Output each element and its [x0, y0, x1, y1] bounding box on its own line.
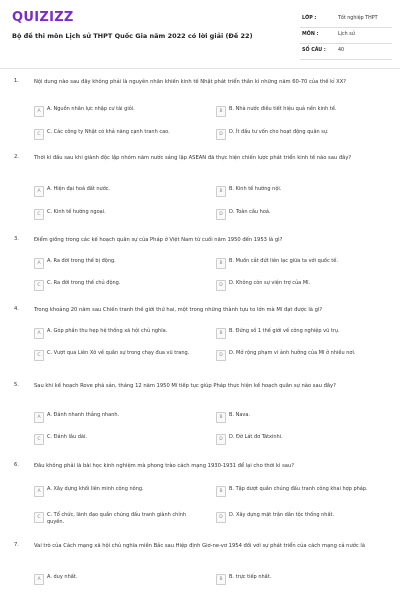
question-text: Vai trò của Cách mạng xã hội chủ nghĩa miền Bắc sau Hiệp định Giơ-ne-vơ 1954 đối với sự phát triển của cách mạng cả nước là [34, 543, 366, 549]
option-text: C. Tổ chức, lãnh đạo quần chúng đấu tranh giành chính quyền. [47, 512, 187, 525]
question-text: Sau khi kế hoạch Rove phá sản, tháng 12 năm 1950 Mĩ tiếp tục giúp Pháp thực hiện kế hoạch quân sự nào sau đây? [34, 383, 336, 389]
quizizz-logo: QUIZIZZ [12, 10, 74, 25]
question-number: 5. [14, 382, 19, 388]
meta-value: Lịch sử [338, 32, 355, 37]
option-text: B. Tập dượt quần chúng đấu tranh công khai hợp pháp. [229, 486, 368, 492]
option-d[interactable] [216, 348, 386, 364]
meta-key: SỐ CÂU : [302, 48, 326, 53]
option-text: C. Vượt qua Liên Xô về quân sự trong chạy đua vũ trang. [47, 350, 190, 356]
option-letter: A [34, 412, 44, 423]
option-b[interactable] [216, 572, 386, 588]
option-letter: C [34, 350, 44, 361]
option-letter: A [34, 186, 44, 197]
worksheet-header [0, 0, 400, 62]
option-letter: D [216, 209, 226, 220]
option-d[interactable] [216, 278, 386, 294]
option-text: B. Đứng số 1 thế giới về công nghiệp vũ trụ. [229, 328, 340, 334]
option-text: D. Mở rộng phạm vi ảnh hưởng của Mĩ ở nhiều nơi. [229, 350, 356, 356]
option-a[interactable] [34, 572, 204, 588]
option-d[interactable] [216, 127, 386, 143]
option-b[interactable] [216, 410, 386, 426]
option-letter: C [34, 434, 44, 445]
question-number: 7. [14, 542, 19, 548]
option-letter: B [216, 258, 226, 269]
question-number: 3. [14, 236, 19, 242]
question-number: 6. [14, 462, 19, 468]
question-text: Nội dung nào sau đây không phải là nguyên nhân khiến kinh tế Nhật phát triển thần kì những năm 60-70 của thế kỉ XX? [34, 79, 347, 85]
question-text: Điểm giống trong các kế hoạch quân sự của Pháp ở Việt Nam từ cuối năm 1950 đến 1953 là gì? [34, 237, 283, 243]
option-c[interactable] [34, 278, 204, 294]
question-text: Trong khoảng 20 năm sau Chiến tranh thế giới thứ hai, một trong những thành tựu to lớn mà Mĩ đạt được là gì? [34, 307, 323, 313]
question-number: 1. [14, 78, 19, 84]
option-b[interactable] [216, 184, 386, 200]
meta-row-class [300, 12, 392, 28]
option-text: D. Xây dựng mặt trận dân tộc thống nhất. [229, 512, 335, 518]
option-text: D. Toàn cầu hoá. [229, 209, 271, 215]
option-text: C. Đánh lâu dài. [47, 434, 87, 440]
option-c[interactable] [34, 432, 204, 448]
option-letter: C [34, 512, 44, 523]
option-b[interactable] [216, 326, 386, 342]
option-text: B. Nava. [229, 412, 251, 418]
option-letter: B [216, 486, 226, 497]
option-b[interactable] [216, 484, 386, 500]
option-text: A. Xây dựng khối liên minh công nông. [47, 486, 144, 492]
page-title: Bộ đề thi môn Lịch sử THPT Quốc Gia năm 2022 có lời giải (Đề 22) [12, 32, 253, 40]
header-divider [0, 68, 400, 69]
option-letter: A [34, 258, 44, 269]
option-letter: B [216, 574, 226, 585]
option-text: D. Ít đầu tư vốn cho hoạt động quân sự. [229, 129, 329, 135]
option-letter: B [216, 186, 226, 197]
question-number: 2. [14, 154, 19, 160]
option-text: A. Nguồn nhân lực nhập cư tài giỏi. [47, 106, 135, 112]
meta-key: LỚP : [302, 16, 317, 21]
meta-row-count [300, 44, 392, 60]
option-c[interactable] [34, 207, 204, 223]
option-letter: D [216, 512, 226, 523]
option-letter: A [34, 106, 44, 117]
option-c[interactable] [34, 127, 204, 143]
option-text: B. trực tiếp nhất. [229, 574, 272, 580]
option-text: C. Các công ty Nhật có khả năng cạnh tranh cao. [47, 129, 170, 135]
option-text: D. Đờ Lát đơ Tátxinhi. [229, 434, 283, 440]
option-a[interactable] [34, 326, 204, 342]
meta-value: Tốt nghiệp THPT [338, 16, 378, 21]
option-text: B. Kinh tế hướng nội. [229, 186, 282, 192]
option-text: D. Không còn sự viện trợ của Mĩ. [229, 280, 311, 286]
option-letter: C [34, 280, 44, 291]
option-text: A. Góp phần thu hẹp hệ thống xã hội chủ nghĩa. [47, 328, 168, 334]
option-text: A. Đánh nhanh thắng nhanh. [47, 412, 120, 418]
option-letter: A [34, 328, 44, 339]
question-text: Đâu không phải là bài học kinh nghiệm mà phong trào cách mạng 1930-1931 để lại cho thời kì sau? [34, 463, 294, 469]
option-letter: B [216, 328, 226, 339]
meta-table [300, 12, 392, 60]
option-b[interactable] [216, 104, 386, 120]
option-letter: B [216, 106, 226, 117]
option-b[interactable] [216, 256, 386, 272]
option-text: C. Ra đời trong thế chủ động. [47, 280, 121, 286]
meta-value: 40 [338, 48, 345, 53]
option-text: B. Nhà nước điều tiết hiệu quả nền kinh tế. [229, 106, 337, 112]
option-a[interactable] [34, 410, 204, 426]
option-letter: D [216, 129, 226, 140]
option-text: A. Hiện đại hoá đất nước. [47, 186, 111, 192]
option-d[interactable] [216, 207, 386, 223]
option-text: A. duy nhất. [47, 574, 78, 580]
option-letter: A [34, 574, 44, 585]
option-a[interactable] [34, 256, 204, 272]
option-letter: D [216, 350, 226, 361]
option-a[interactable] [34, 104, 204, 120]
option-letter: A [34, 486, 44, 497]
option-a[interactable] [34, 184, 204, 200]
option-d[interactable] [216, 510, 386, 526]
option-letter: D [216, 434, 226, 445]
meta-row-subject [300, 28, 392, 44]
option-a[interactable] [34, 484, 204, 500]
option-d[interactable] [216, 432, 386, 448]
option-text: C. Kinh tế hướng ngoại. [47, 209, 106, 215]
option-letter: B [216, 412, 226, 423]
option-text: A. Ra đời trong thế bị động. [47, 258, 116, 264]
option-text: B. Muốn cắt đứt liên lạc giữa ta với quốc tế. [229, 258, 338, 264]
option-c[interactable] [34, 348, 204, 364]
question-text: Thời kì đầu sau khi giành độc lập nhóm năm nước sáng lập ASEAN đã thực hiện chiến lược phát triển kinh tế nào sau đây? [34, 155, 352, 161]
meta-key: MÔN : [302, 32, 319, 37]
option-letter: C [34, 129, 44, 140]
option-c[interactable] [34, 510, 204, 526]
option-letter: C [34, 209, 44, 220]
option-letter: D [216, 280, 226, 291]
question-number: 4. [14, 306, 19, 312]
